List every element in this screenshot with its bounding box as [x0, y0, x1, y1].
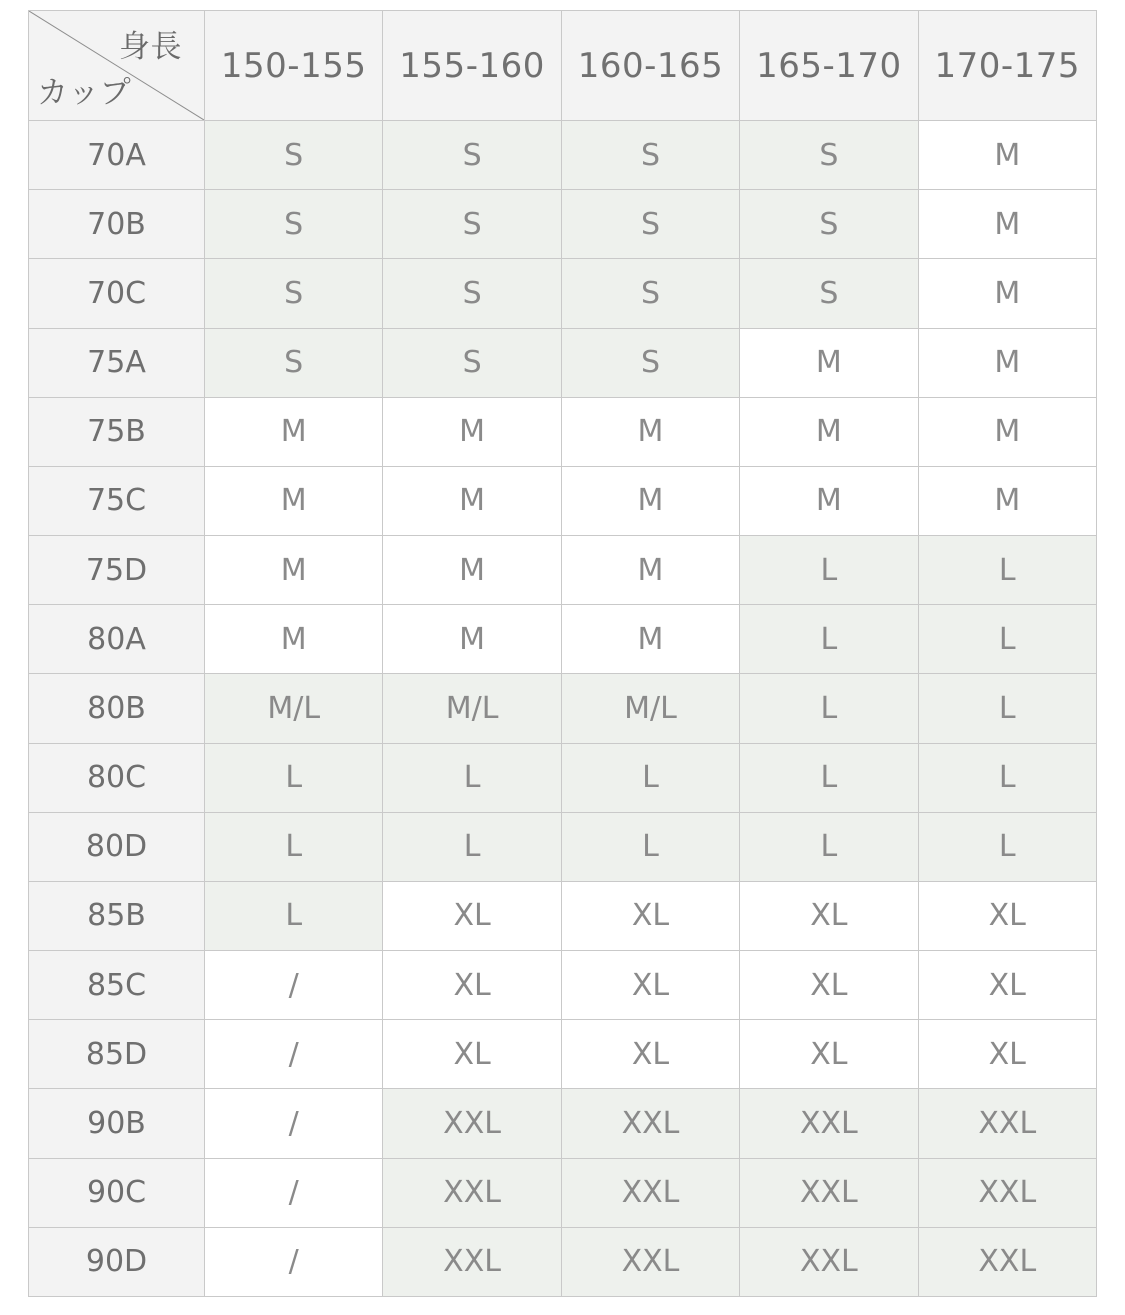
size-cell: M [918, 397, 1096, 466]
size-cell: M [205, 397, 383, 466]
size-cell: M [561, 466, 739, 535]
corner-cell [29, 11, 205, 121]
size-cell: M/L [383, 674, 561, 743]
table-row [29, 259, 1097, 328]
header-row [29, 11, 1097, 121]
size-chart-table [28, 10, 1097, 1297]
size-cell: L [740, 605, 918, 674]
size-cell: M [740, 466, 918, 535]
size-cell: L [918, 536, 1096, 605]
table-row [29, 881, 1097, 950]
size-cell: XL [383, 951, 561, 1020]
size-cell: S [383, 328, 561, 397]
size-cell: / [205, 1158, 383, 1227]
size-cell: M [918, 121, 1096, 190]
row-label: 75D [29, 536, 205, 605]
column-header: 150-155 [205, 11, 383, 121]
row-label: 90C [29, 1158, 205, 1227]
size-cell: XXL [383, 1227, 561, 1296]
size-cell: M [561, 536, 739, 605]
table-body [29, 121, 1097, 1297]
size-cell: M/L [561, 674, 739, 743]
size-cell: L [740, 743, 918, 812]
size-cell: L [561, 743, 739, 812]
size-cell: XL [740, 951, 918, 1020]
row-label: 70A [29, 121, 205, 190]
size-cell: M [205, 466, 383, 535]
size-cell: S [205, 190, 383, 259]
row-label: 75C [29, 466, 205, 535]
size-cell: L [383, 743, 561, 812]
size-cell: M [383, 605, 561, 674]
size-cell: XXL [383, 1089, 561, 1158]
size-cell: XXL [740, 1158, 918, 1227]
size-cell: L [918, 743, 1096, 812]
row-label: 80C [29, 743, 205, 812]
size-cell: XL [740, 1020, 918, 1089]
table-row [29, 1020, 1097, 1089]
size-cell: XL [561, 881, 739, 950]
size-cell: M [205, 536, 383, 605]
size-cell: M [561, 605, 739, 674]
size-cell: M [918, 259, 1096, 328]
size-cell: L [740, 674, 918, 743]
table-row [29, 466, 1097, 535]
size-cell: L [205, 881, 383, 950]
row-label: 85B [29, 881, 205, 950]
size-cell: L [918, 605, 1096, 674]
size-cell: XXL [561, 1089, 739, 1158]
size-cell: XL [740, 881, 918, 950]
table-row [29, 1158, 1097, 1227]
size-cell: S [383, 259, 561, 328]
size-cell: S [383, 121, 561, 190]
table-row [29, 1089, 1097, 1158]
size-cell: XXL [561, 1227, 739, 1296]
size-cell: XXL [740, 1089, 918, 1158]
table-row [29, 674, 1097, 743]
size-cell: S [740, 190, 918, 259]
size-cell: S [740, 121, 918, 190]
size-cell: L [205, 743, 383, 812]
row-label: 90D [29, 1227, 205, 1296]
row-label: 75B [29, 397, 205, 466]
table-row [29, 121, 1097, 190]
table-row [29, 536, 1097, 605]
size-cell: L [561, 812, 739, 881]
size-cell: S [383, 190, 561, 259]
column-header: 155-160 [383, 11, 561, 121]
size-cell: L [918, 674, 1096, 743]
size-cell: S [561, 121, 739, 190]
table-row [29, 1227, 1097, 1296]
size-cell: XL [918, 951, 1096, 1020]
table-row [29, 743, 1097, 812]
table-row [29, 951, 1097, 1020]
table-row [29, 812, 1097, 881]
size-cell: M [918, 328, 1096, 397]
size-cell: XXL [383, 1158, 561, 1227]
table-row [29, 328, 1097, 397]
row-label: 70B [29, 190, 205, 259]
size-cell: L [740, 812, 918, 881]
size-cell: M [383, 536, 561, 605]
column-header: 165-170 [740, 11, 918, 121]
size-cell: XL [918, 1020, 1096, 1089]
row-label: 85C [29, 951, 205, 1020]
size-cell: / [205, 1227, 383, 1296]
size-cell: XXL [918, 1227, 1096, 1296]
size-cell: M/L [205, 674, 383, 743]
size-cell: S [740, 259, 918, 328]
size-cell: XL [383, 1020, 561, 1089]
size-cell: M [205, 605, 383, 674]
height-axis-label: 身長 [119, 29, 182, 65]
size-cell: S [205, 328, 383, 397]
row-label: 80D [29, 812, 205, 881]
size-cell: S [561, 190, 739, 259]
column-header: 170-175 [918, 11, 1096, 121]
size-cell: XL [561, 1020, 739, 1089]
size-cell: M [740, 397, 918, 466]
size-cell: XXL [561, 1158, 739, 1227]
row-label: 90B [29, 1089, 205, 1158]
size-cell: L [918, 812, 1096, 881]
size-cell: XL [561, 951, 739, 1020]
size-cell: S [561, 259, 739, 328]
size-cell: XL [383, 881, 561, 950]
table-row [29, 190, 1097, 259]
size-cell: / [205, 1020, 383, 1089]
table-row [29, 605, 1097, 674]
row-label: 80A [29, 605, 205, 674]
size-cell: XXL [918, 1089, 1096, 1158]
size-cell: M [561, 397, 739, 466]
size-cell: S [205, 121, 383, 190]
row-label: 70C [29, 259, 205, 328]
row-label: 75A [29, 328, 205, 397]
size-cell: M [918, 466, 1096, 535]
size-cell: M [740, 328, 918, 397]
size-cell: L [740, 536, 918, 605]
size-cell: M [383, 466, 561, 535]
size-cell: XXL [918, 1158, 1096, 1227]
table-row [29, 397, 1097, 466]
size-cell: / [205, 1089, 383, 1158]
size-cell: S [561, 328, 739, 397]
size-cell: S [205, 259, 383, 328]
size-cell: L [383, 812, 561, 881]
size-cell: L [205, 812, 383, 881]
size-cell: XL [918, 881, 1096, 950]
size-cell: M [918, 190, 1096, 259]
row-label: 85D [29, 1020, 205, 1089]
cup-axis-label: カップ [37, 75, 132, 111]
size-cell: M [383, 397, 561, 466]
size-cell: XXL [740, 1227, 918, 1296]
column-header: 160-165 [561, 11, 739, 121]
size-cell: / [205, 951, 383, 1020]
row-label: 80B [29, 674, 205, 743]
